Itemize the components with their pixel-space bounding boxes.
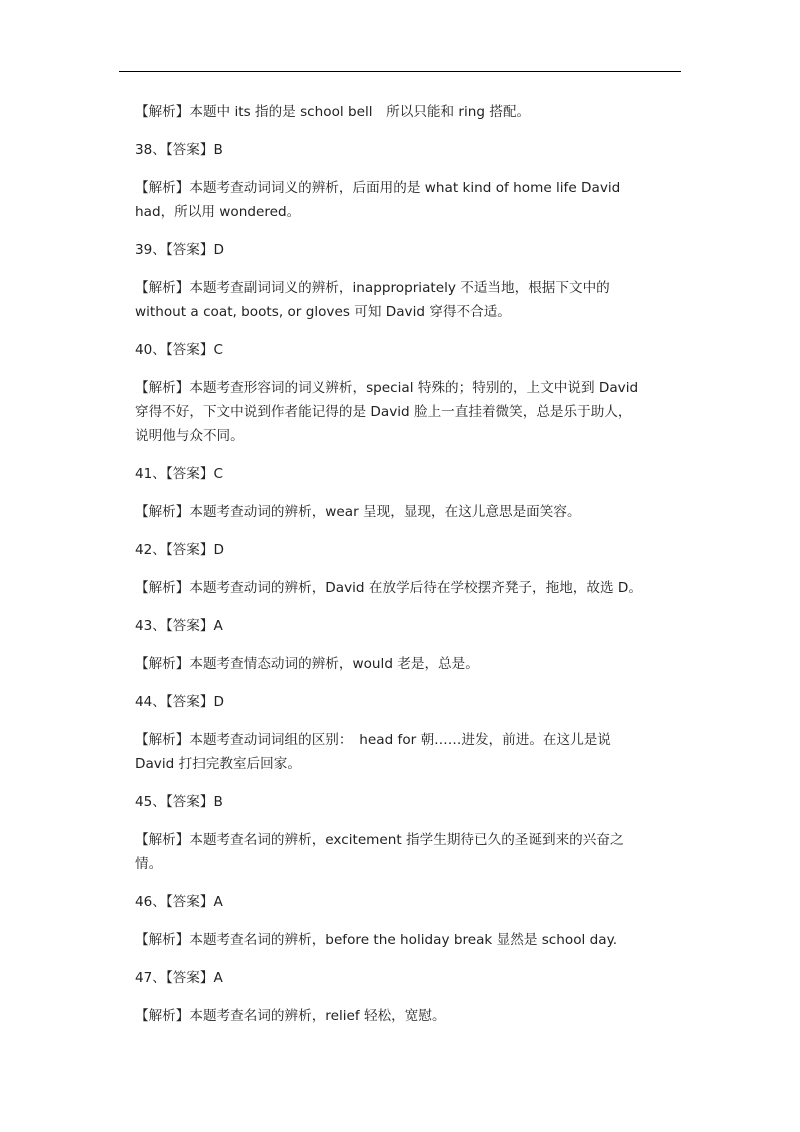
explanation-44-line-1: 【解析】本题考查动词词组的区别： head for 朝……进发，前进。在这儿是说 — [135, 732, 611, 748]
answer-42: 42、【答案】D — [135, 542, 224, 558]
answer-43: 43、【答案】A — [135, 618, 223, 634]
explanation-40-line-3: 说明他与众不同。 — [135, 428, 244, 444]
answer-38: 38、【答案】B — [135, 142, 223, 158]
answer-40: 40、【答案】C — [135, 342, 223, 358]
answer-47: 47、【答案】A — [135, 970, 223, 986]
explanation-38-line-2: had，所以用 wondered。 — [135, 204, 301, 220]
explanation-41: 【解析】本题考查动词的辨析，wear 呈现，显现，在这儿意思是面笑容。 — [135, 504, 581, 520]
explanation-38-line-1: 【解析】本题考查动词词义的辨析，后面用的是 what kind of home life David — [135, 180, 621, 196]
answer-key-content — [135, 100, 655, 1028]
explanation-40-line-1: 【解析】本题考查形容词的词义辨析，special 特殊的；特别的，上文中说到 David — [135, 380, 639, 396]
answer-46: 46、【答案】A — [135, 894, 223, 910]
answer-39: 39、【答案】D — [135, 242, 224, 258]
explanation-40-line-2: 穿得不好，下文中说到作者能记得的是 David 脸上一直挂着微笑，总是乐于助人， — [135, 404, 632, 420]
explanation-45-line-2: 情。 — [135, 856, 163, 872]
explanation-39-line-2: without a coat, boots, or gloves 可知 David 穿得不合适。 — [135, 304, 511, 320]
explanation-44-line-2: David 打扫完教室后回家。 — [135, 756, 301, 772]
explanation-43: 【解析】本题考查情态动词的辨析，would 老是，总是。 — [135, 656, 479, 672]
explanation-47: 【解析】本题考查名词的辨析，relief 轻松，宽慰。 — [135, 1008, 446, 1024]
explanation-46: 【解析】本题考查名词的辨析，before the holiday break 显然是 school day. — [135, 932, 618, 948]
answer-45: 45、【答案】B — [135, 794, 223, 810]
explanation-42: 【解析】本题考查动词的辨析，David 在放学后待在学校摆齐凳子，拖地，故选 D。 — [135, 580, 642, 596]
explanation-39-line-1: 【解析】本题考查副词词义的辨析，inappropriately 不适当地，根据下文中的 — [135, 280, 610, 296]
answer-41: 41、【答案】C — [135, 466, 223, 482]
explanation-45-line-1: 【解析】本题考查名词的辨析，excitement 指学生期待已久的圣诞到来的兴奋之 — [135, 832, 624, 848]
answer-44: 44、【答案】D — [135, 694, 224, 710]
header-rule — [119, 71, 681, 72]
explanation-37: 【解析】本题中 its 指的是 school bell 所以只能和 ring 搭配。 — [135, 104, 531, 120]
